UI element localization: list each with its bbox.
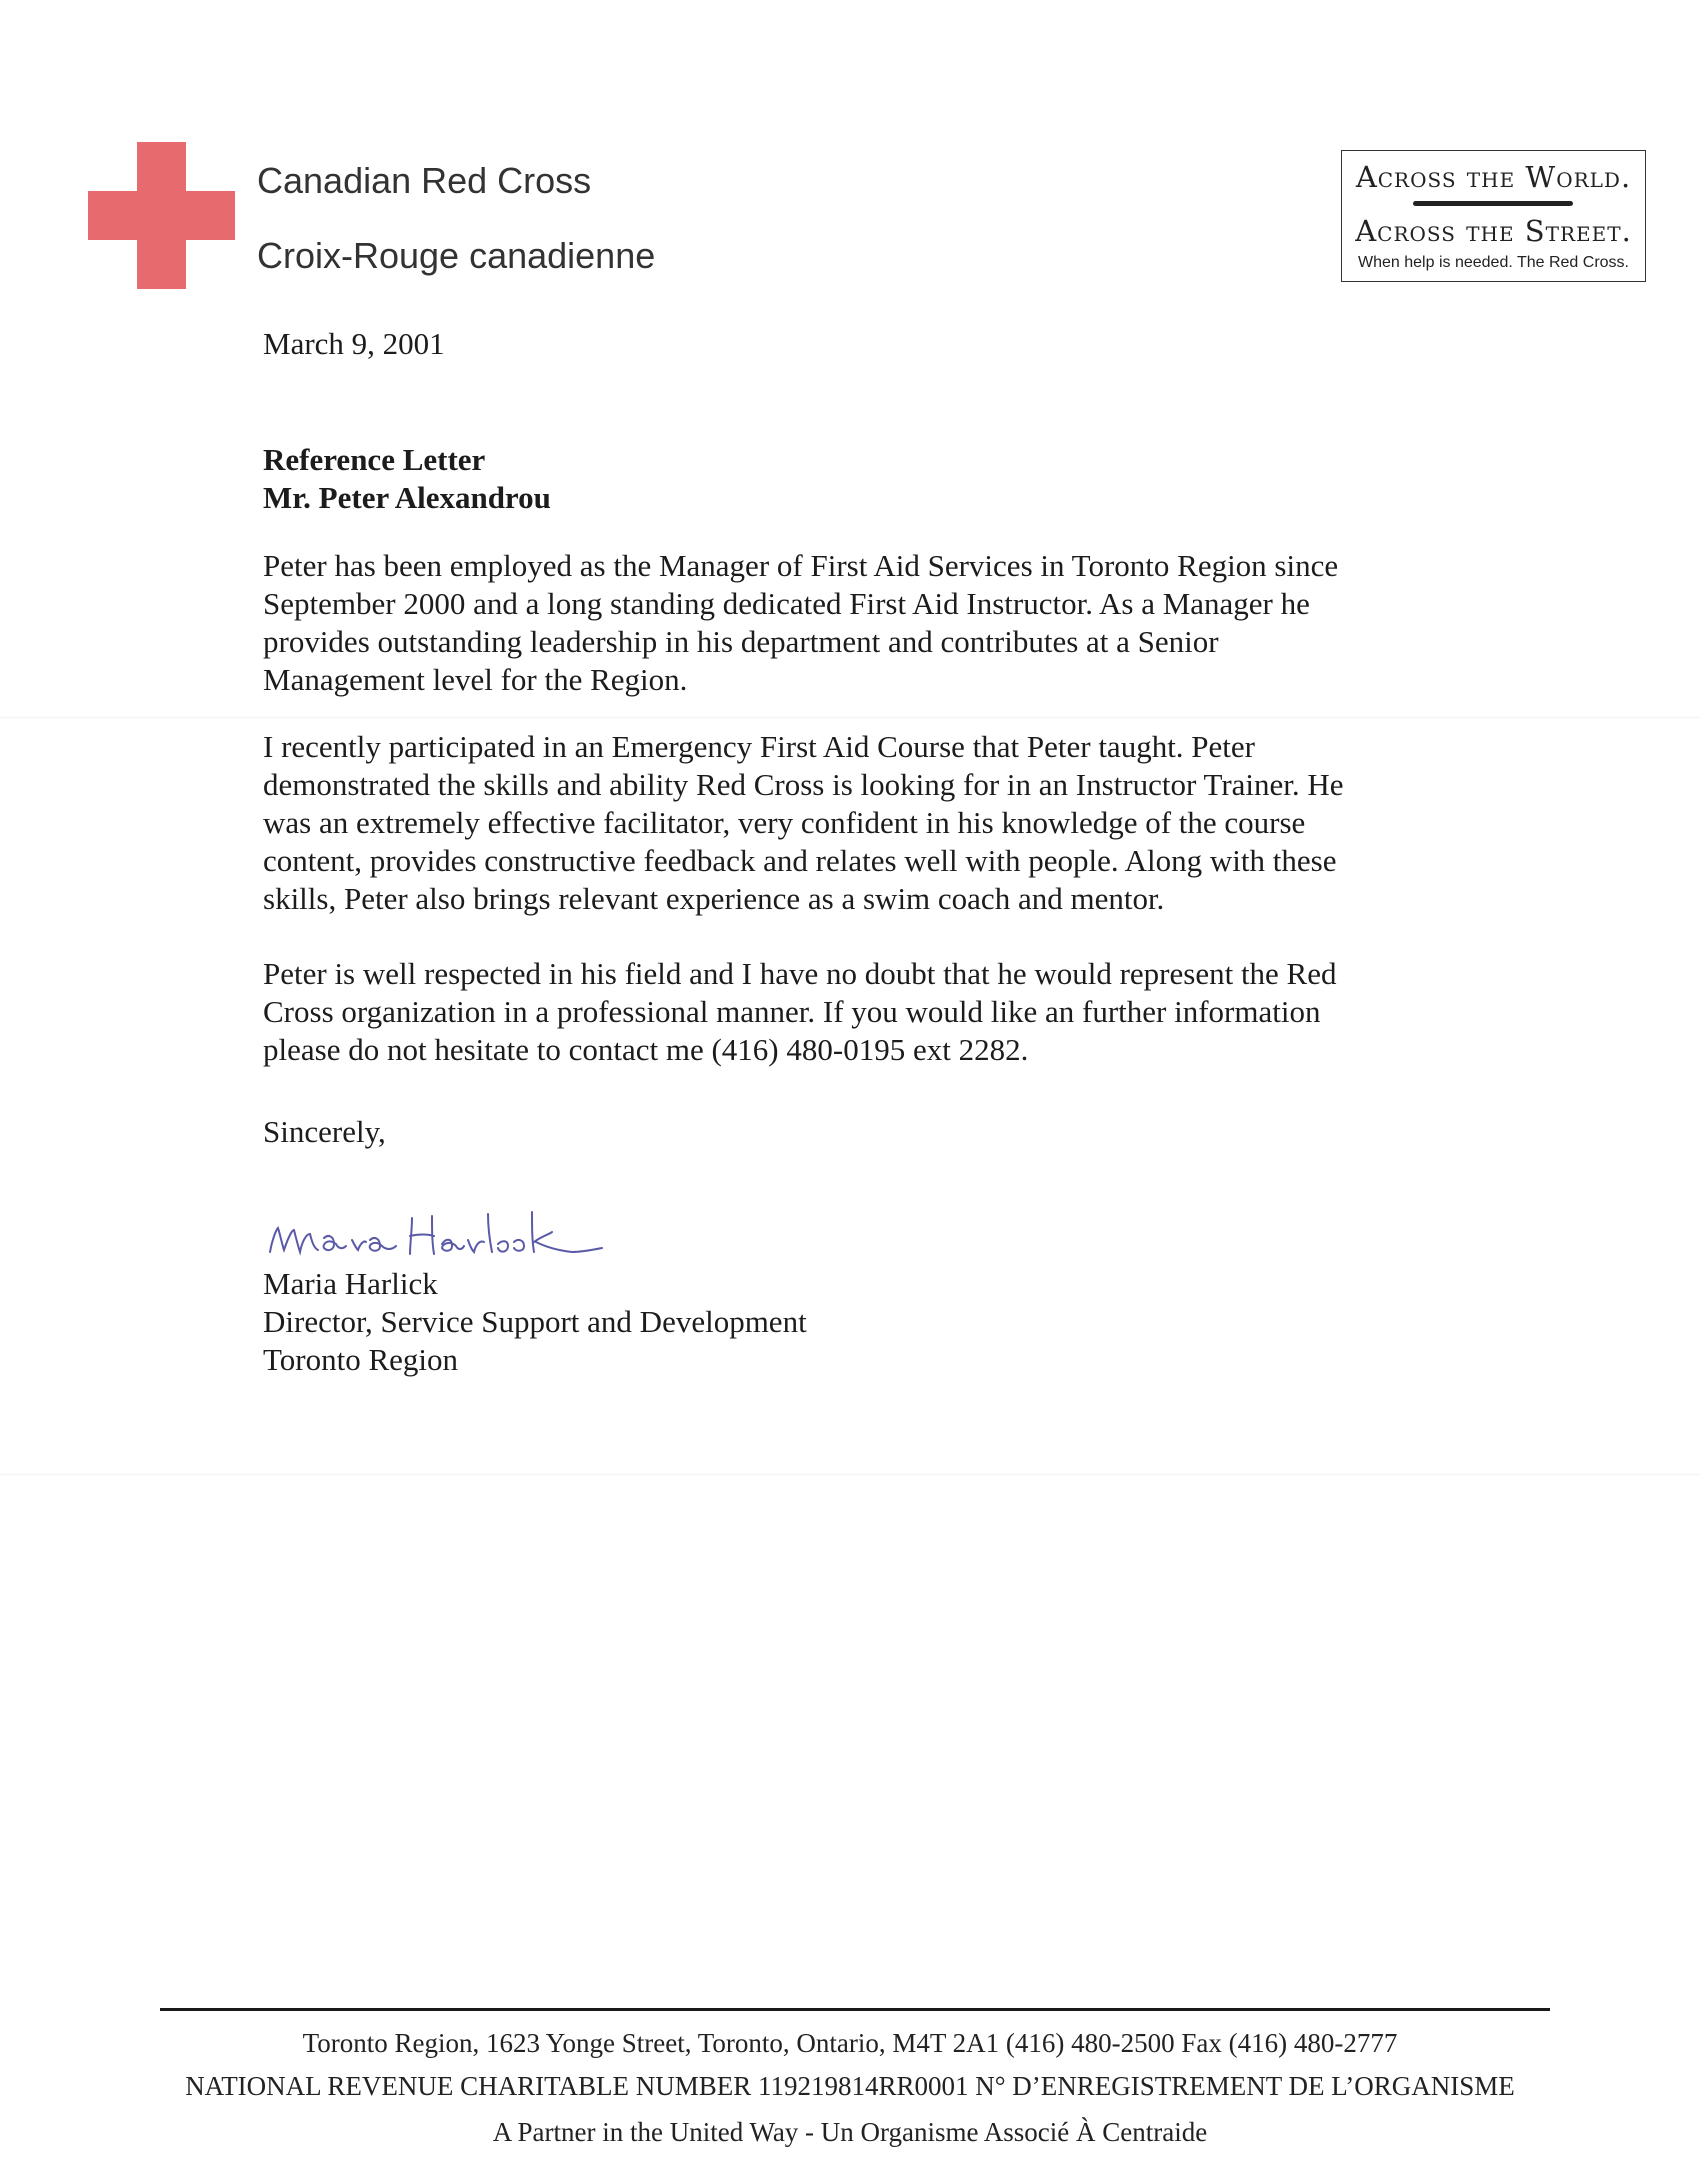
footer-charitable-number: NATIONAL REVENUE CHARITABLE NUMBER 119219814RR0001 N° D’ENREGISTREMENT DE L’ORGANISME [185,2071,1515,2101]
slogan-divider [1413,201,1573,206]
paragraph-line: please do not hesitate to contact me (416) 480-0195 ext 2282. [263,1032,1029,1067]
letter-subject [263,441,551,517]
paragraph-line: Management level for the Region. [263,662,688,697]
letter-date: March 9, 2001 [263,326,445,361]
handwritten-signature [262,1200,607,1275]
body-paragraph-2 [263,728,1344,918]
body-paragraph-3 [263,955,1337,1069]
letter-closing: Sincerely, [263,1114,386,1149]
fold-crease [0,716,1700,719]
footer-divider [160,2008,1550,2011]
slogan-tagline: When help is needed. The Red Cross. [1358,254,1629,271]
subject-line-2: Mr. Peter Alexandrou [263,480,551,515]
org-name-english: Canadian Red Cross [257,160,592,201]
paragraph-line: skills, Peter also brings relevant experience as a swim coach and mentor. [263,881,1165,916]
signer-title: Director, Service Support and Development [263,1304,807,1339]
paragraph-line: demonstrated the skills and ability Red Cross is looking for in an Instructor Trainer. He [263,767,1344,802]
paragraph-line: provides outstanding leadership in his department and contributes at a Senior [263,624,1219,659]
slogan-line-2: Across the Street. [1355,214,1632,248]
org-name-french: Croix-Rouge canadienne [257,235,656,276]
paragraph-line: Peter is well respected in his field and I have no doubt that he would represent the Red [263,956,1337,991]
red-cross-logo-icon [88,142,235,289]
slogan-box [1341,150,1646,282]
signer-name: Maria Harlick [263,1266,438,1301]
subject-line-1: Reference Letter [263,442,486,477]
footer-partner-line: A Partner in the United Way - Un Organisme Associé À Centraide [492,2117,1208,2147]
signature-block [263,1265,807,1379]
slogan-line-1: Across the World. [1355,160,1632,194]
signer-region: Toronto Region [263,1342,459,1377]
paragraph-line: Cross organization in a professional manner. If you would like an further information [263,994,1321,1029]
paragraph-line: was an extremely effective facilitator, very confident in his knowledge of the course [263,805,1306,840]
paragraph-line: Peter has been employed as the Manager of First Aid Services in Toronto Region since [263,548,1339,583]
paragraph-line: content, provides constructive feedback and relates well with people. Along with these [263,843,1337,878]
body-paragraph-1 [263,547,1338,699]
paragraph-line: September 2000 and a long standing dedicated First Aid Instructor. As a Manager he [263,586,1310,621]
fold-crease [0,1473,1700,1476]
paragraph-line: I recently participated in an Emergency First Aid Course that Peter taught. Peter [263,729,1255,764]
footer-address: Toronto Region, 1623 Yonge Street, Toronto, Ontario, M4T 2A1 (416) 480-2500 Fax (416) 480-2777 [302,2028,1398,2058]
